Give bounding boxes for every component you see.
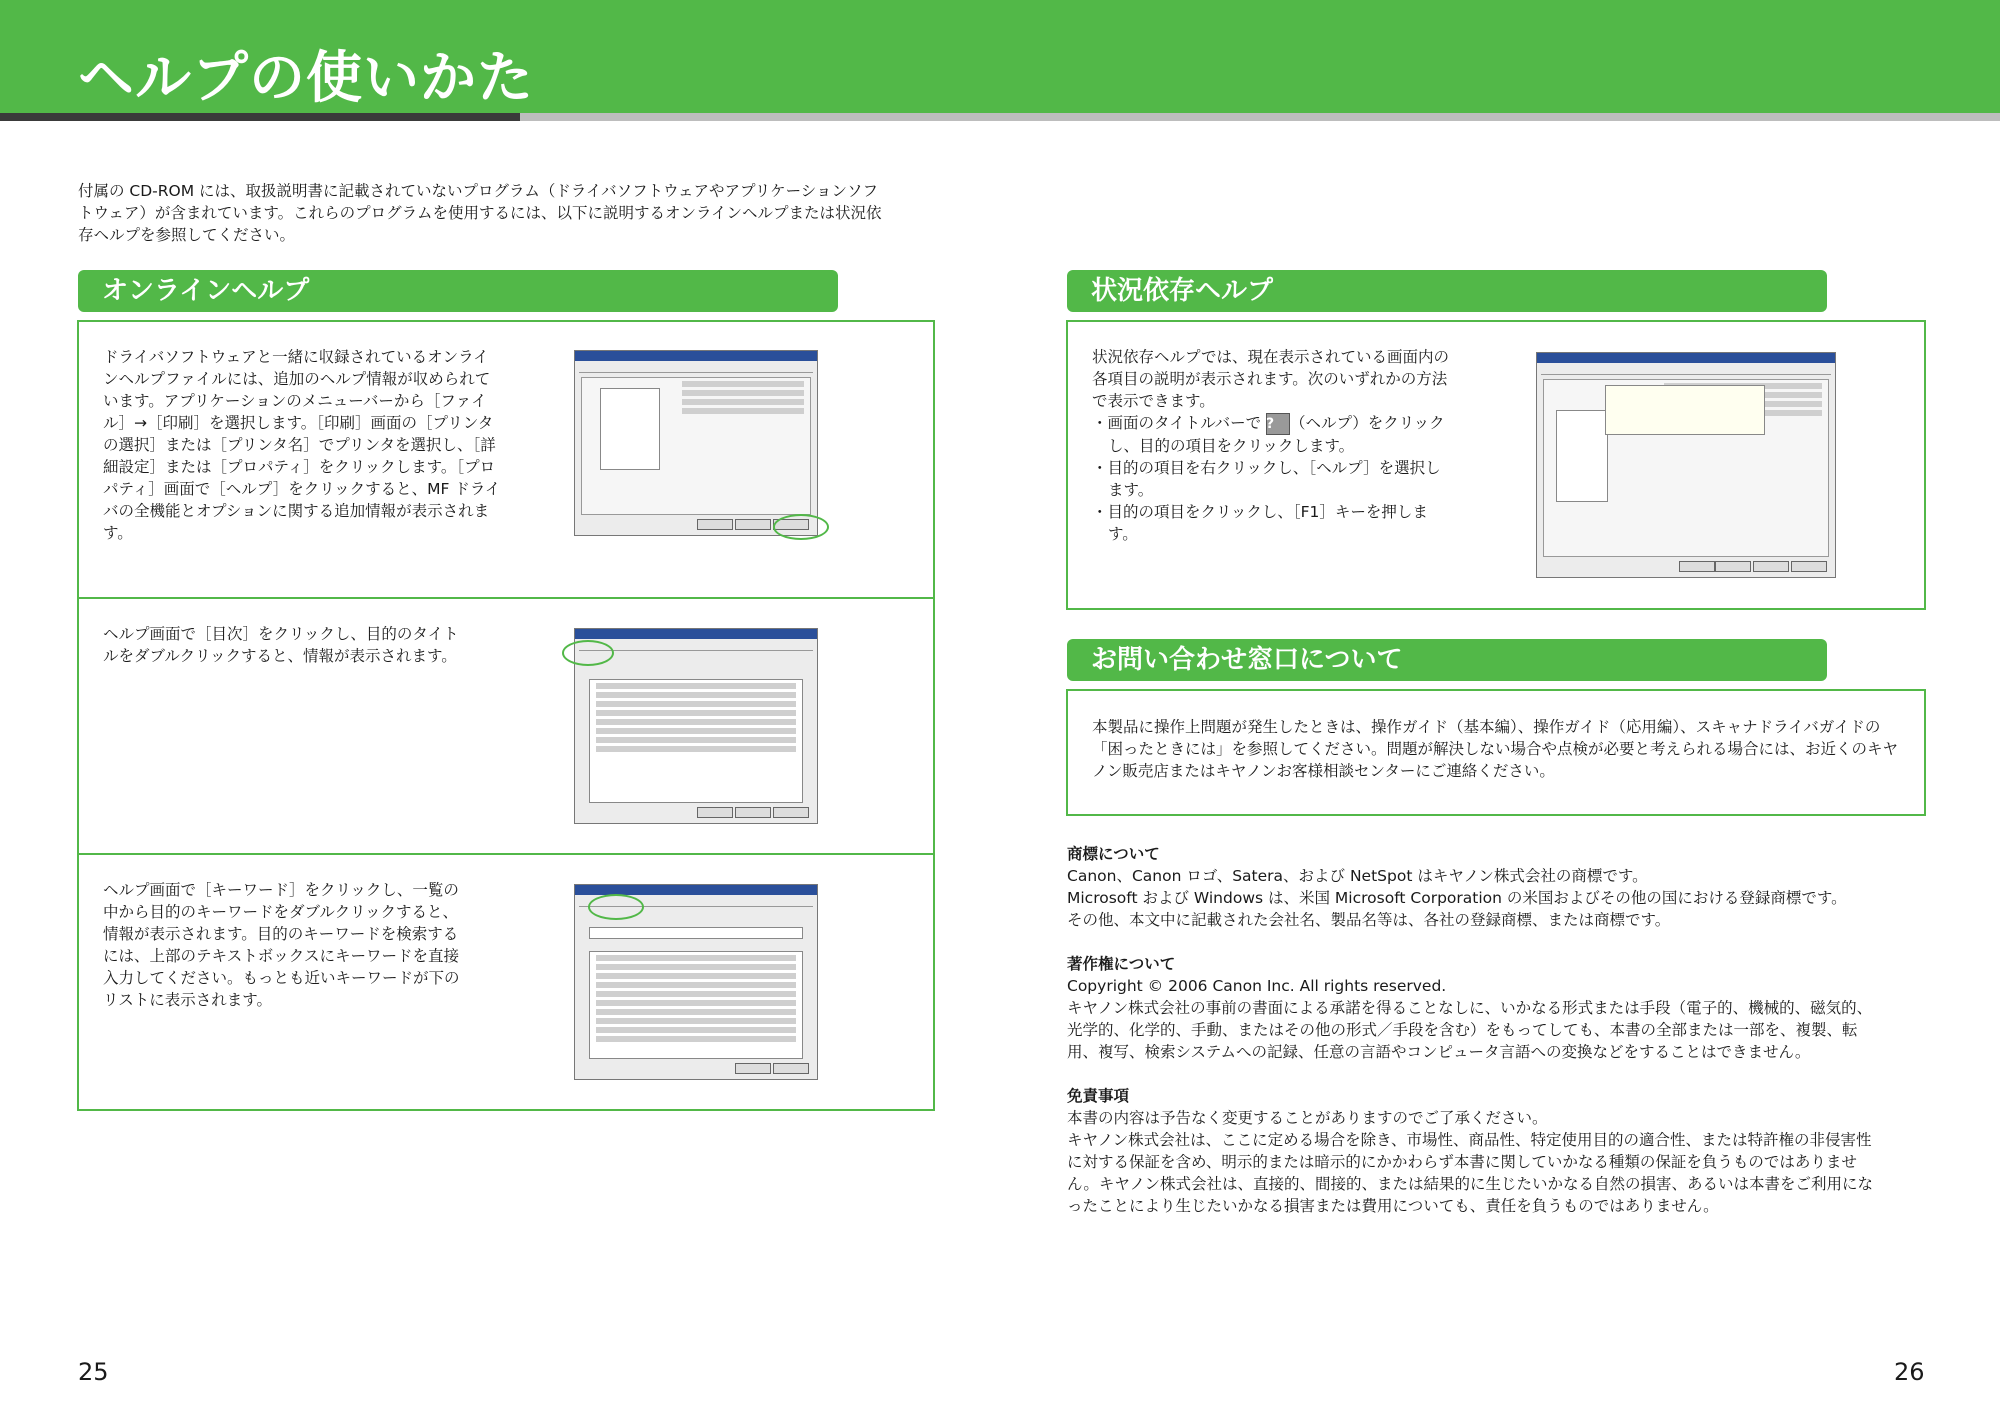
list-item (1092, 412, 1452, 457)
keyword-tab-highlight (588, 894, 644, 920)
contact-heading: お問い合わせ窓口について (1067, 639, 1827, 681)
print-settings-screenshot (1536, 352, 1836, 578)
legal-notes (1067, 843, 1877, 1217)
printer-properties-screenshot (574, 350, 818, 536)
page-title: ヘルプの使いかた (78, 46, 534, 111)
list-item: ・目的の項目をクリックし、［F1］キーを押します。 (1092, 502, 1428, 543)
header-rule-gray (520, 113, 2000, 121)
copyright-heading: 著作権について (1067, 955, 1176, 973)
help-button-highlight (773, 514, 829, 540)
page-number-left: 25 (78, 1358, 109, 1386)
online-help-heading: オンラインヘルプ (78, 270, 838, 312)
question-mark-icon: ? (1266, 413, 1290, 435)
trademark-heading: 商標について (1067, 845, 1160, 863)
trademark-paragraph: Microsoft および Windows は、米国 Microsoft Corporation の米国およびその他の国における登録商標です。 (1067, 889, 1847, 907)
page-header (0, 0, 2000, 118)
disclaimer-paragraph: 本書の内容は予告なく変更することがありますのでご了承ください。 (1067, 1109, 1548, 1127)
header-rule-dark (0, 113, 520, 121)
copyright-paragraph: Copyright © 2006 Canon Inc. All rights reserved. (1067, 977, 1447, 995)
contents-tab-highlight (562, 640, 614, 666)
context-help-list (1092, 412, 1452, 545)
bullet-text: ・画面のタイトルバーで (1092, 414, 1262, 432)
online-help-step3-text: ヘルプ画面で［キーワード］をクリックし、一覧の中から目的のキーワードをダブルクリックすると、情報が表示されます。目的のキーワードを検索するには、上部のテキストボックスにキーワードを直接入力してください。もっとも近いキーワードが下のリストに表示されます。 (103, 881, 460, 1009)
contact-text: 本製品に操作上問題が発生したときは、操作ガイド（基本編）、操作ガイド（応用編）、スキャナドライバガイドの「困ったときには」を参照してください。問題が解決しない場合や点検が必要と考えられる場合には、お近くのキヤノン販売店またはキヤノンお客様相談センターにご連絡ください。 (1092, 718, 1899, 780)
divider (77, 853, 935, 855)
divider (77, 597, 935, 599)
context-help-heading: 状況依存ヘルプ (1067, 270, 1827, 312)
list-item: ・目的の項目を右クリックし、［ヘルプ］を選択します。 (1092, 458, 1441, 499)
trademark-paragraph: その他、本文中に記載された会社名、製品名等は、各社の登録商標、または商標です。 (1067, 911, 1671, 929)
online-help-step2-text: ヘルプ画面で［目次］をクリックし、目的のタイトルをダブルクリックすると、情報が表示されます。 (103, 625, 459, 665)
intro-paragraph: 付属の CD-ROM には、取扱説明書に記載されていないプログラム（ドライバソフトウェアやアプリケーションソフトウェア）が含まれています。これらのプログラムを使用するには、以下に説明するオンラインヘルプまたは状況依存ヘルプを参照してください。 (78, 182, 882, 244)
disclaimer-heading: 免責事項 (1067, 1087, 1130, 1105)
online-help-step1-text: ドライバソフトウェアと一緒に収録されているオンラインヘルプファイルには、追加のヘルプ情報が収められています。アプリケーションのメニューバーから［ファイル］→［印刷］を選択します。［印刷］画面の［プリンタの選択］または［プリンタ名］でプリンタを選択し、［詳細設定］または［プロパティ］をクリックします。［プロパティ］画面で［ヘルプ］をクリックすると、MF ドライバの全機能とオプションに関する追加情報が表示されます。 (103, 348, 501, 542)
copyright-paragraph: キヤノン株式会社の事前の書面による承諾を得ることなしに、いかなる形式または手段（電子的、機械的、磁気的、光学的、化学的、手動、またはその他の形式／手段を含む）をもってしても、本書の全部または一部を、複製、転用、複写、検索システムへの記録、任意の言語やコンピュータ言語への変換などをすることはできません。 (1067, 999, 1873, 1061)
disclaimer-paragraph: キヤノン株式会社は、ここに定める場合を除き、市場性、商品性、特定使用目的の適合性、または特許権の非侵害性に対する保証を含め、明示的または暗示的にかかわらず本書に関していかなる種類の保証を負うものではありません。キヤノン株式会社は、直接的、間接的、または結果的に生じたいかなる自然の損害、あるいは本書をご利用になったことにより生じたいかなる損害または費用についても、責任を負うものではありません。 (1067, 1131, 1874, 1215)
page-number-right: 26 (1894, 1358, 1925, 1386)
bullet-text: （ヘルプ）をクリックし、目的の項目をクリックします。 (1108, 414, 1445, 455)
trademark-paragraph: Canon、Canon ロゴ、Satera、および NetSpot はキヤノン株式会社の商標です。 (1067, 867, 1648, 885)
context-help-text (1092, 346, 1452, 545)
context-help-intro: 状況依存ヘルプでは、現在表示されている画面内の各項目の説明が表示されます。次のいずれかの方法で表示できます。 (1092, 348, 1449, 410)
